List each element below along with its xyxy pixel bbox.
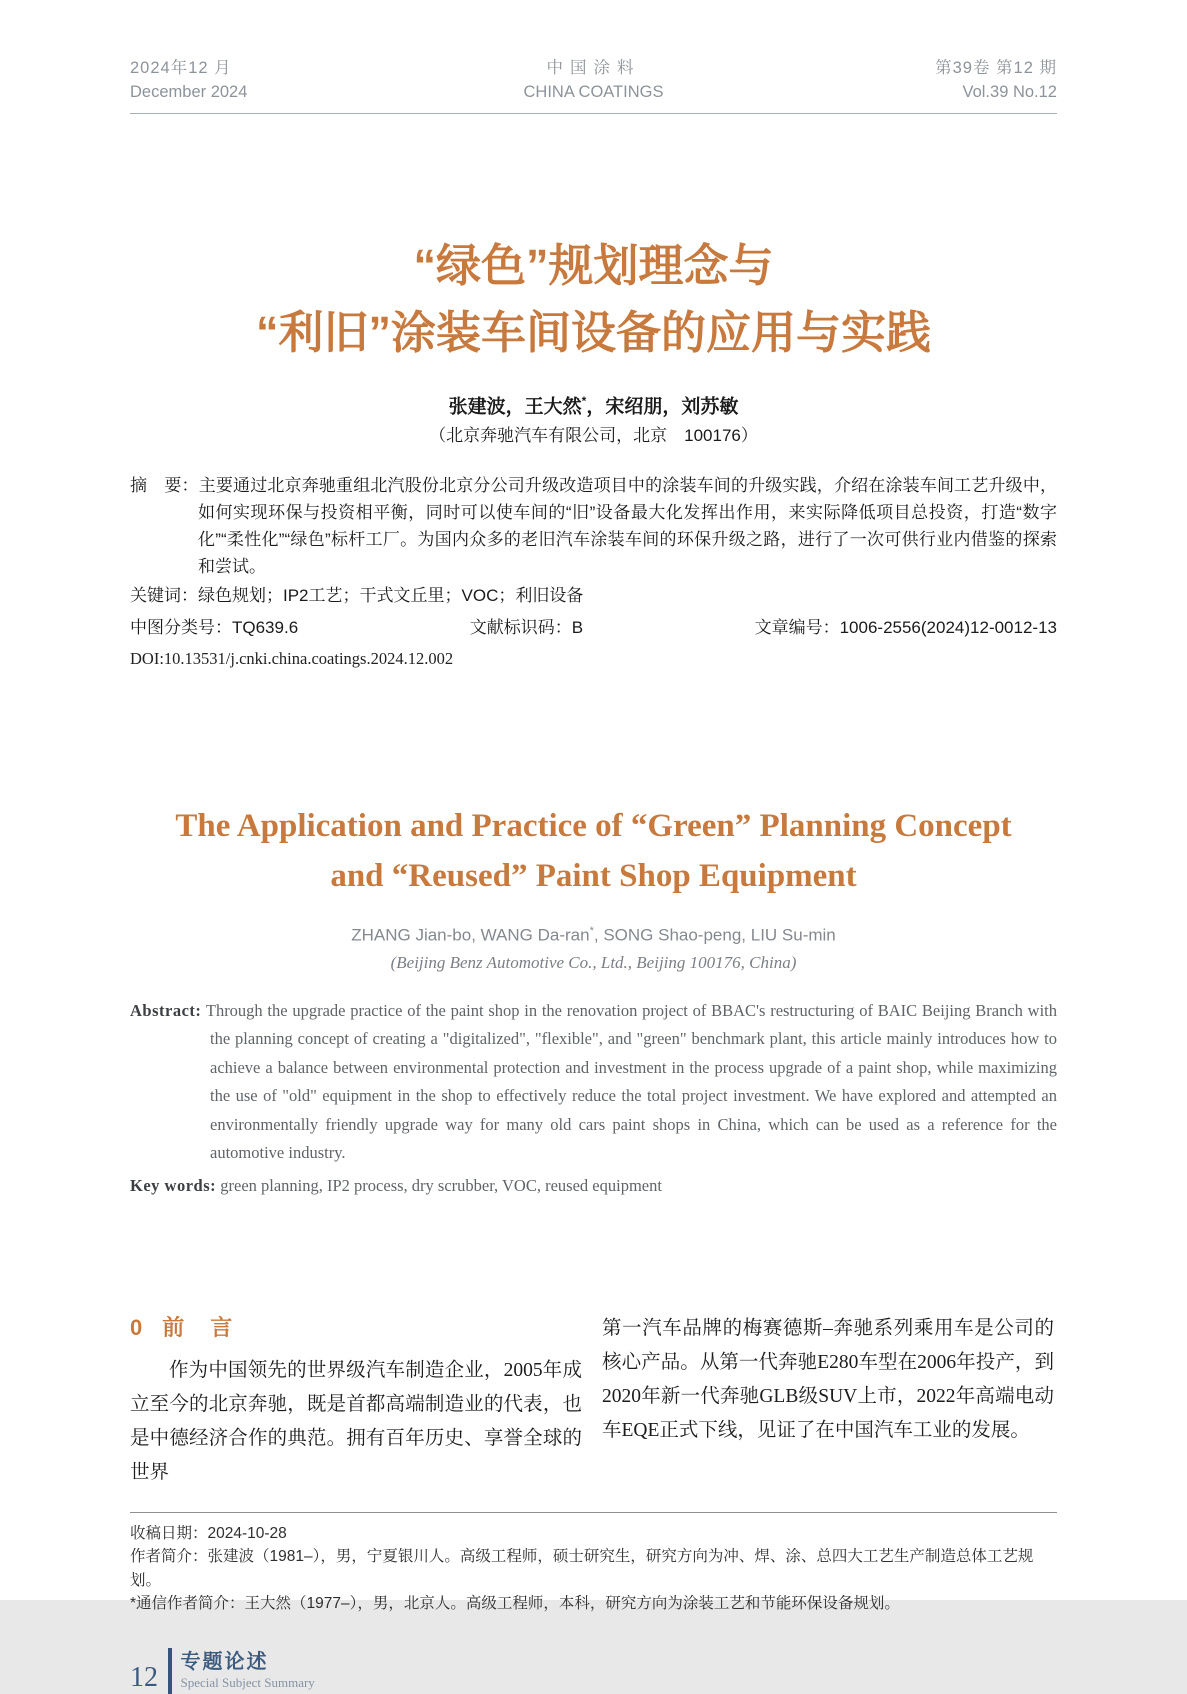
abstract-cn-text: 主要通过北京奔驰重组北汽股份北京分公司升级改造项目中的涂装车间的升级实践，介绍在涂装车间工艺升级中，如何实现环保与投资相平衡，同时可以使车间的“旧”设备最大化发挥出作用，来实际降低项目总投资，打造“数字化”“柔性化”“绿色”标杆工厂。为国内众多的老旧汽车涂装车间的环保升级之路，进行了一次可供行业内借鉴的探索和尝试。 [198,476,1058,577]
issue-en: Vol.39 No.12 [962,83,1057,101]
keywords-en [130,1172,1057,1200]
date-en: December 2024 [130,83,248,101]
column-name-cn: 专题论述 [180,1650,269,1673]
keywords-en-text: green planning, IP2 process, dry scrubber, VOC, reused equipment [220,1175,662,1195]
date-cn: 2024年12 月 [130,59,232,77]
article-title-en-line2: and “Reused” Paint Shop Equipment [330,858,857,895]
page-footer [130,1648,1057,1694]
authors-en-names: ZHANG Jian-bo, WANG Da-ran [351,925,590,945]
article-title-en [130,801,1057,901]
clc-value: TQ639.6 [232,618,299,638]
authors-en [130,919,1057,948]
keywords-en-label: Key words: [130,1175,217,1195]
section-heading-0 [130,1312,582,1344]
footer-column-block [181,1650,315,1692]
doi: DOI:10.13531/j.cnki.china.coatings.2024.12.002 [130,649,454,669]
section-title: 前 言 [162,1314,235,1340]
clc-number [130,615,298,641]
issue-cn: 第39卷 第12 期 [935,59,1057,77]
authors-cn-names: 张建波，王大然 [448,396,582,418]
header-divider [130,113,1057,114]
footnote-received-date: 收稿日期：2024-10-28 [130,1524,287,1542]
column-name-en: Special Subject Summary [180,1674,315,1690]
article-id-value: 1006-2556(2024)12-0012-13 [839,618,1057,638]
abstract-en-label: Abstract: [130,1000,202,1020]
corresponding-author-mark-en: * [589,925,594,938]
corresponding-author-mark: * [581,394,587,408]
article-id-label: 文章编号： [754,618,840,638]
affiliation-en: (Beijing Benz Automotive Co., Ltd., Beijing 100176, China) [390,952,797,972]
running-head-date [130,56,439,104]
running-head [130,0,1057,104]
footer-divider-bar [168,1648,172,1694]
document-code [470,615,583,641]
clc-label: 中图分类号： [130,618,232,638]
body-paragraph-right: 第一汽车品牌的梅赛德斯–奔驰系列乘用车是公司的核心产品。从第一代奔驰E280车型在2006年投产，到2020年新一代奔驰GLB级SUV上市，2022年高端电动车EQE正式下线，见证了在中国汽车工业的发展。 [602,1317,1054,1441]
doc-code-value: B [571,618,584,638]
body-paragraph-left: 作为中国领先的世界级汽车制造企业，2005年成立至今的北京奔驰，既是首都高端制造业的代表，也是中德经济合作的典范。拥有百年历史、享誉全球的世界 [130,1359,582,1483]
authors-cn-names-rest: ，宋绍朋，刘苏敏 [586,396,739,418]
article-meta-row [130,615,1057,641]
section-number: 0 [130,1314,145,1340]
authors-cn [130,388,1057,420]
keywords-cn-text: 绿色规划；IP2工艺；干式文丘里；VOC；利旧设备 [198,586,584,606]
footnote-corresponding-author: *通信作者简介：王大然（1977–），男，北京人。高级工程师，本科，研究方向为涂装工艺和节能环保设备规划。 [130,1595,900,1613]
article-title-en-line1: The Application and Practice of “Green” Planning Concept [175,808,1012,845]
doc-code-label: 文献标识码： [469,618,572,638]
affiliation-cn: （北京奔驰汽车有限公司，北京 100176） [429,426,758,446]
abstract-cn [130,472,1057,580]
body-columns [130,1312,1057,1490]
article-id [755,615,1057,641]
article-title-cn-line2: “利旧”涂装车间设备的应用与实践 [255,307,931,358]
footnotes [130,1512,1057,1616]
running-head-issue [748,56,1057,104]
keywords-cn [130,582,1057,609]
footnote-author-bio: 作者简介：张建波（1981–），男，宁夏银川人。高级工程师，硕士研究生，研究方向为冲、焊、涂、总四大工艺生产制造总体工艺规划。 [130,1548,1034,1589]
abstract-en-text: Through the upgrade practice of the paint shop in the renovation project of BBAC's restructuring of BAIC Beijing Branch with the planning concept of creating a "digitalized", "flexible", and "green" benchmark plant, this article mainly introduces how to achieve a balance between environmental protection and investment in the process upgrade of a paint shop, while maximizing the use of "old" equipment in the shop to effectively reduce the total project investment. We have explored and attempted an environmentally friendly upgrade way for many old cars paint shops in China, which can be used as a reference for the automotive industry. [205,1000,1057,1163]
article-title-cn-line1: “绿色”规划理念与 [413,240,774,291]
body-column-left [130,1312,582,1490]
running-head-journal [439,56,748,104]
keywords-cn-label: 关键词： [130,586,198,606]
abstract-en [130,997,1057,1168]
page-number: 12 [130,1661,158,1693]
journal-name-en: CHINA COATINGS [523,83,664,101]
abstract-cn-label: 摘 要： [130,476,199,496]
journal-name-cn: 中国涂料 [546,59,641,77]
authors-en-names-rest: , SONG Shao-peng, LIU Su-min [593,925,836,945]
body-column-right [602,1312,1054,1490]
article-title-cn [130,232,1057,366]
